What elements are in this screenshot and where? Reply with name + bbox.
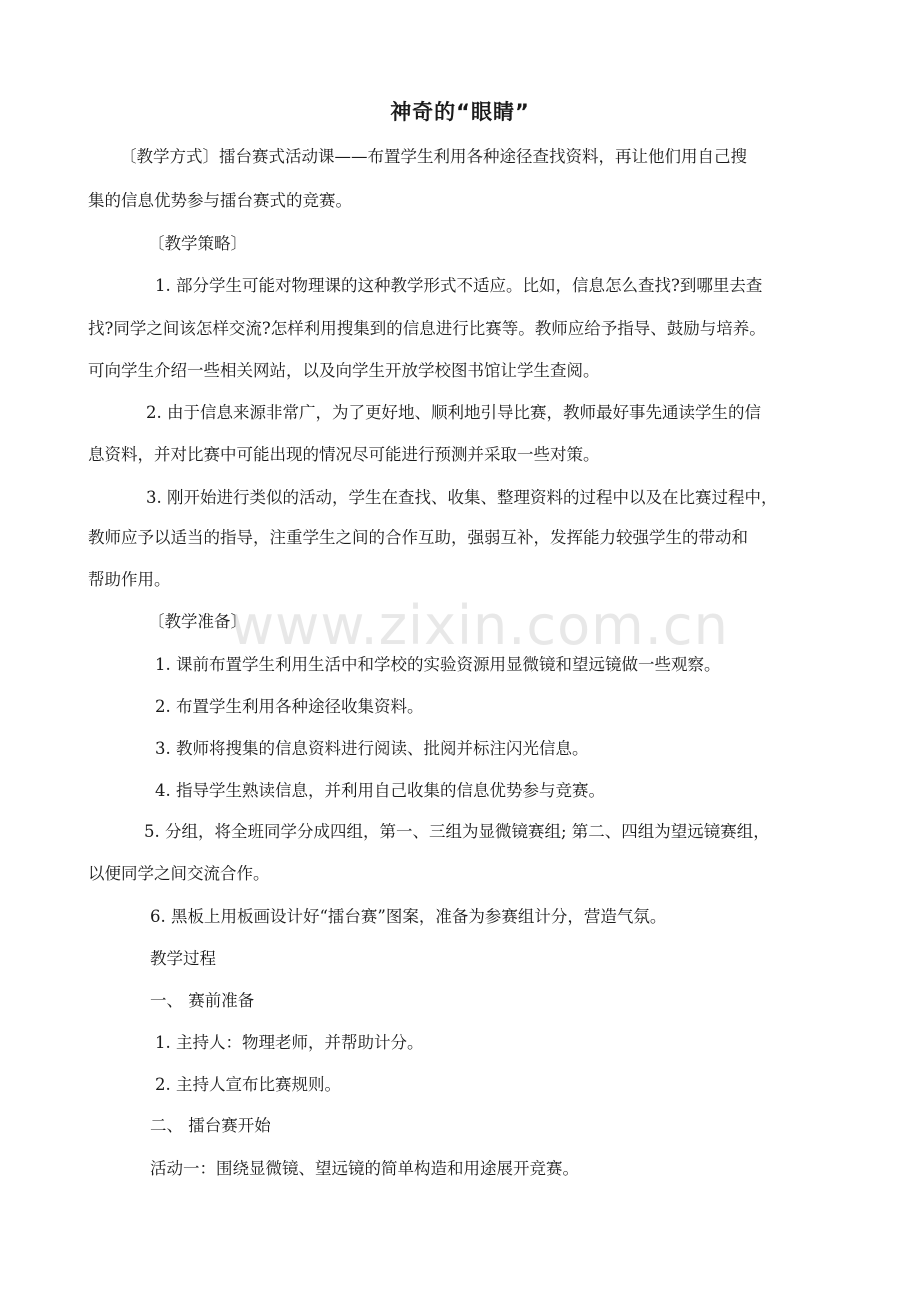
paragraph-line: 2. 由于信息来源非常广，为了更好地、顺利地引导比赛，教师最好事先通读学生的信 bbox=[146, 403, 761, 422]
paragraph-line: 集的信息优势参与擂台赛式的竞赛。 bbox=[88, 191, 352, 210]
paragraph-line: 1. 部分学生可能对物理课的这种教学形式不适应。比如，信息怎么查找?到哪里去查 bbox=[155, 276, 763, 295]
paragraph-line: 3. 刚开始进行类似的活动，学生在查找、收集、整理资料的过程中以及在比赛过程中， bbox=[146, 488, 778, 507]
paragraph-line: 〔教学方式〕擂台赛式活动课——布置学生利用各种途径查找资料，再让他们用自己搜 bbox=[120, 147, 747, 166]
list-item: 4. 指导学生熟读信息，并利用自己收集的信息优势参与竞赛。 bbox=[155, 781, 605, 800]
list-item: 6. 黑板上用板画设计好“擂台赛”图案，准备为参赛组计分，营造气氛。 bbox=[150, 907, 667, 926]
paragraph-line: 帮助作用。 bbox=[88, 570, 171, 589]
paragraph-line: 活动一：围绕显微镜、望远镜的简单构造和用途展开竞赛。 bbox=[150, 1159, 579, 1178]
section-heading: 二、 擂台赛开始 bbox=[150, 1116, 271, 1135]
paragraph-line: 以便同学之间交流合作。 bbox=[88, 864, 270, 883]
list-item: 1. 课前布置学生利用生活中和学校的实验资源用显微镜和望远镜做一些观察。 bbox=[155, 655, 721, 674]
paragraph-line: 息资料，并对比赛中可能出现的情况尽可能进行预测并采取一些对策。 bbox=[88, 445, 600, 464]
paragraph-line: 找?同学之间该怎样交流?怎样利用搜集到的信息进行比赛等。教师应给予指导、鼓励与培养。 bbox=[88, 319, 766, 338]
section-heading: 〔教学策略〕 bbox=[148, 234, 247, 253]
list-item: 2. 主持人宣布比赛规则。 bbox=[155, 1075, 341, 1094]
list-item: 3. 教师将搜集的信息资料进行阅读、批阅并标注闪光信息。 bbox=[155, 739, 589, 758]
list-item: 2. 布置学生利用各种途径收集资料。 bbox=[155, 697, 424, 716]
section-heading: 一、 赛前准备 bbox=[150, 991, 255, 1010]
section-heading: 〔教学准备〕 bbox=[148, 612, 247, 631]
list-item: 5. 分组，将全班同学分成四组，第一、三组为显微镜赛组; 第二、四组为望远镜赛组， bbox=[144, 822, 770, 841]
section-heading: 教学过程 bbox=[150, 949, 216, 968]
paragraph-line: 教师应予以适当的指导，注重学生之间的合作互助，强弱互补，发挥能力较强学生的带动和 bbox=[88, 528, 748, 547]
watermark: www.zixin.com.cn bbox=[230, 594, 729, 657]
paragraph-line: 可向学生介绍一些相关网站，以及向学生开放学校图书馆让学生查阅。 bbox=[88, 361, 600, 380]
list-item: 1. 主持人：物理老师，并帮助计分。 bbox=[155, 1033, 424, 1052]
document-title: 神奇的“眼睛” bbox=[390, 100, 530, 124]
